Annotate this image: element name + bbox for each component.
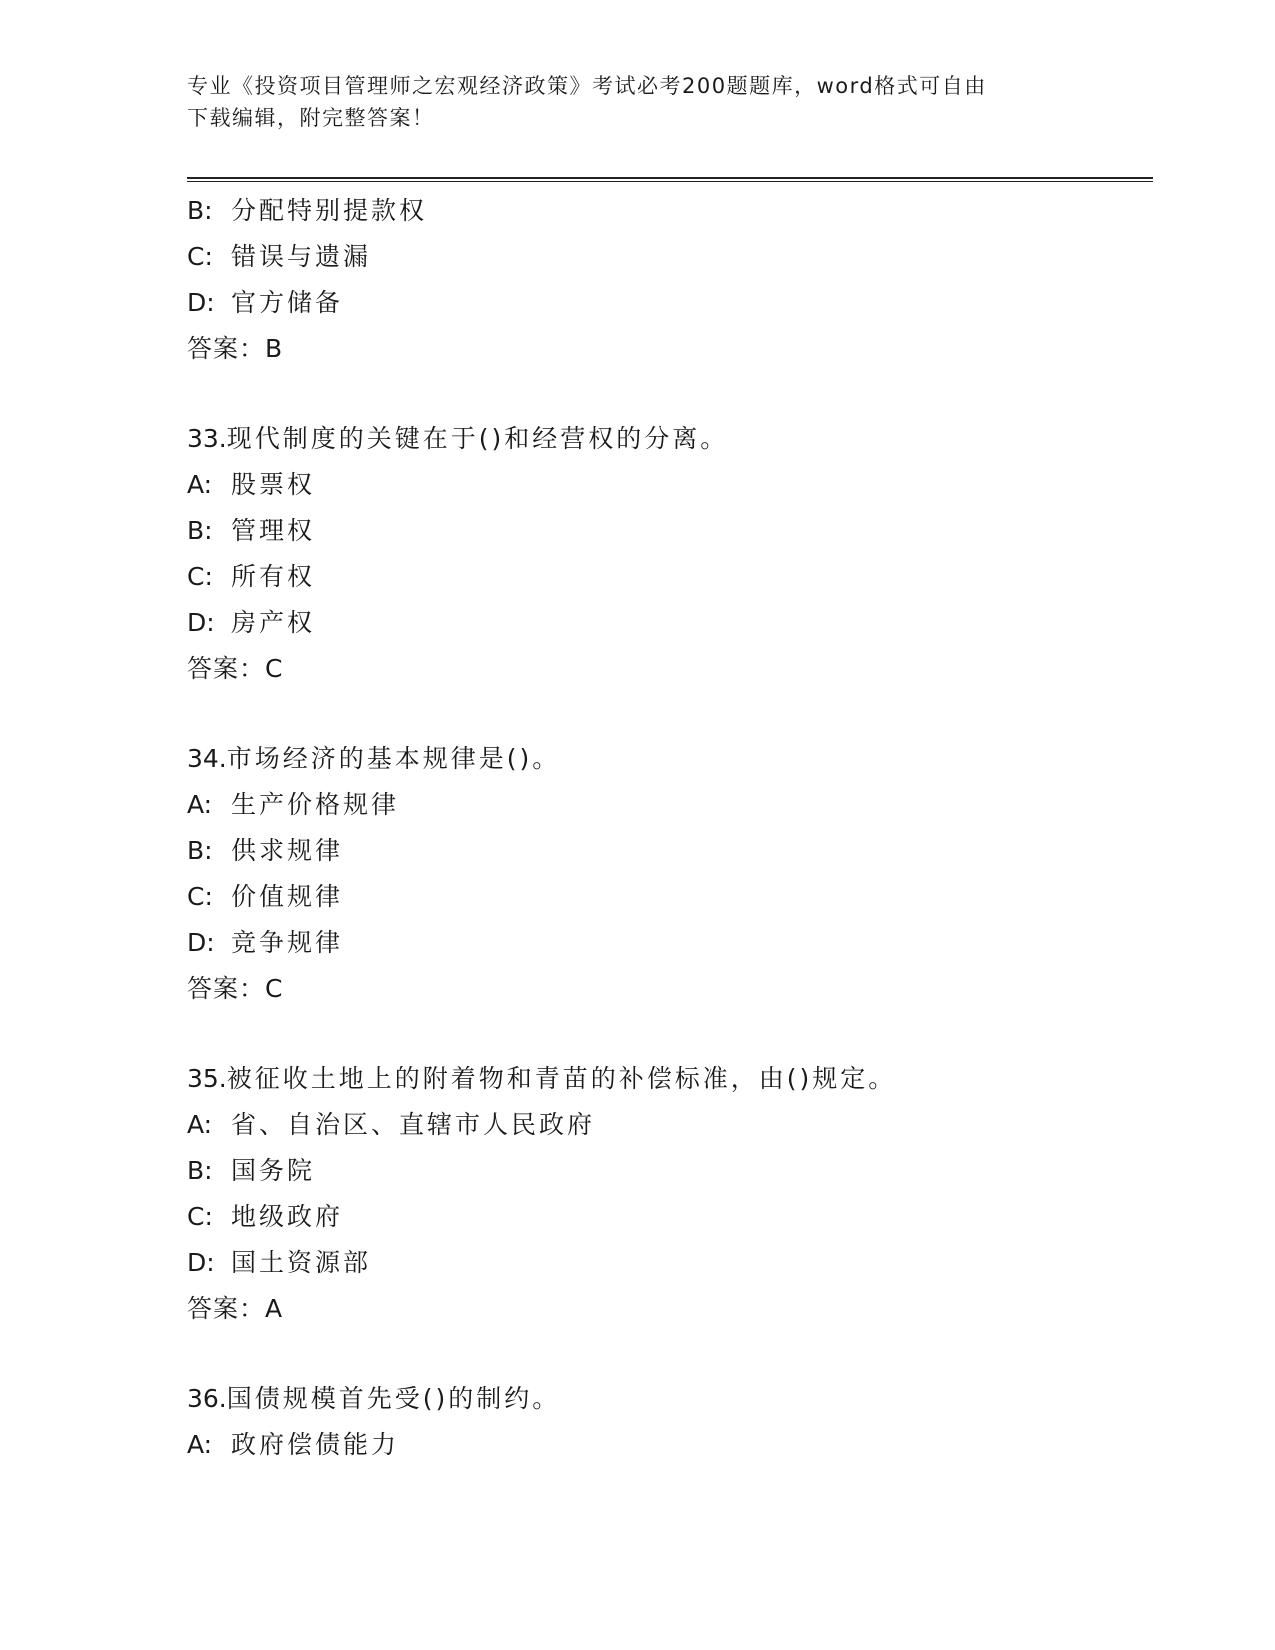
question-34 bbox=[187, 736, 1147, 1012]
question-list bbox=[187, 188, 1147, 1468]
option-c: C: 价值规律 bbox=[187, 882, 344, 911]
header-divider-thick bbox=[187, 177, 1153, 179]
question-stem: 35.被征收土地上的附着物和青苗的补偿标准，由()规定。 bbox=[187, 1064, 897, 1093]
option-d: D: 房产权 bbox=[187, 608, 316, 637]
option-c: C: 所有权 bbox=[187, 562, 316, 591]
question-33 bbox=[187, 416, 1147, 692]
option-a: A: 省、自治区、直辖市人民政府 bbox=[187, 1110, 596, 1139]
answer-line: 答案：C bbox=[187, 654, 284, 683]
option-c: C: 地级政府 bbox=[187, 1202, 344, 1231]
answer-line: 答案：B bbox=[187, 334, 284, 363]
option-c: C: 错误与遗漏 bbox=[187, 242, 372, 271]
option-a: A: 股票权 bbox=[187, 470, 316, 499]
header-line-2: 下载编辑，附完整答案！ bbox=[187, 106, 435, 130]
spacer bbox=[187, 692, 1147, 736]
question-32-continued bbox=[187, 188, 1147, 372]
question-number: 36. bbox=[187, 1384, 227, 1413]
header-line-1: 专业《投资项目管理师之宏观经济政策》考试必考200题题库，word格式可自由 bbox=[187, 74, 987, 98]
question-number: 33. bbox=[187, 424, 227, 453]
option-a: A: 生产价格规律 bbox=[187, 790, 400, 819]
option-b: B: 供求规律 bbox=[187, 836, 344, 865]
question-35 bbox=[187, 1056, 1147, 1332]
spacer bbox=[187, 1332, 1147, 1376]
option-b: B: 分配特别提款权 bbox=[187, 196, 428, 225]
option-d: D: 竞争规律 bbox=[187, 928, 344, 957]
question-stem: 36.国债规模首先受()的制约。 bbox=[187, 1384, 561, 1413]
option-b: B: 国务院 bbox=[187, 1156, 316, 1185]
answer-line: 答案：C bbox=[187, 974, 284, 1003]
spacer bbox=[187, 372, 1147, 416]
question-number: 35. bbox=[187, 1064, 227, 1093]
option-a: A: 政府偿债能力 bbox=[187, 1430, 400, 1459]
option-b: B: 管理权 bbox=[187, 516, 316, 545]
answer-line: 答案：A bbox=[187, 1294, 284, 1323]
spacer bbox=[187, 1012, 1147, 1056]
document-header bbox=[187, 70, 1077, 134]
option-d: D: 国土资源部 bbox=[187, 1248, 372, 1277]
question-stem: 34.市场经济的基本规律是()。 bbox=[187, 744, 561, 773]
question-stem: 33.现代制度的关键在于()和经营权的分离。 bbox=[187, 424, 729, 453]
question-36 bbox=[187, 1376, 1147, 1468]
header-divider-thin bbox=[187, 181, 1153, 182]
question-number: 34. bbox=[187, 744, 227, 773]
option-d: D: 官方储备 bbox=[187, 288, 344, 317]
